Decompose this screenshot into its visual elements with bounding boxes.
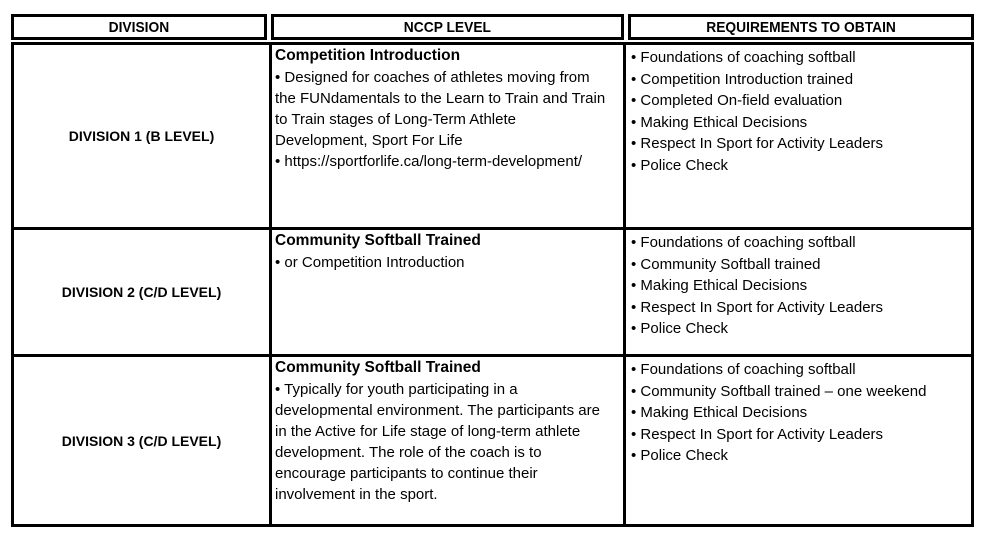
bullet-item: • Police Check bbox=[631, 320, 728, 337]
division-label-row1: DIVISION 1 (B LEVEL) bbox=[68, 128, 215, 144]
nccp-cell-row1 bbox=[272, 45, 623, 227]
bullet-item: • Designed for coaches of athletes moving from the FUNdamentals to the Learn to Train and Train to Train stages of Long-Term Athlete Development, Sport For Life bbox=[275, 69, 606, 149]
nccp-cell-row3 bbox=[272, 357, 623, 524]
nccp-title-row2: Community Softball Trained bbox=[275, 232, 481, 249]
division-cell-row3 bbox=[14, 357, 269, 524]
nccp-bullet-list-row3 bbox=[275, 379, 611, 505]
bullet-item: • Foundations of coaching softball bbox=[631, 234, 856, 251]
nccp-title-row3: Community Softball Trained bbox=[275, 359, 481, 376]
header-label-requirements: REQUIREMENTS TO OBTAIN bbox=[706, 18, 896, 36]
header-label-nccp-level: NCCP LEVEL bbox=[403, 18, 492, 36]
division-label-row3: DIVISION 3 (C/D LEVEL) bbox=[61, 432, 222, 449]
bullet-item: • Making Ethical Decisions bbox=[631, 113, 808, 131]
requirements-cell-row3 bbox=[626, 357, 971, 524]
division-label-row2: DIVISION 2 (C/D LEVEL) bbox=[61, 284, 222, 300]
bullet-item: • Completed On-field evaluation bbox=[631, 92, 843, 109]
bullet-item: • Foundations of coaching softball bbox=[631, 361, 856, 378]
bullet-item: • Competition Introduction trained bbox=[631, 70, 854, 88]
bullet-item: • Respect In Sport for Activity Leaders bbox=[631, 298, 884, 316]
nccp-bullet-list-row2 bbox=[275, 252, 611, 273]
bullet-item: • https://sportforlife.ca/long-term-development/ bbox=[275, 153, 583, 170]
division-cell-row2 bbox=[14, 230, 269, 354]
nccp-bullet-list-row1 bbox=[275, 67, 611, 172]
bullet-item: • Respect In Sport for Activity Leaders bbox=[631, 425, 884, 443]
requirements-cell-row2 bbox=[626, 230, 971, 354]
header-cell-nccp-level bbox=[271, 14, 624, 40]
table-body bbox=[11, 42, 974, 527]
table-header-row bbox=[11, 14, 974, 40]
bullet-item: • Police Check bbox=[631, 156, 728, 174]
nccp-cell-row2 bbox=[272, 230, 623, 354]
coaching-divisions-table bbox=[11, 14, 974, 527]
header-label-division: DIVISION bbox=[108, 18, 170, 36]
division-cell-row1 bbox=[14, 45, 269, 227]
bullet-item: • Making Ethical Decisions bbox=[631, 404, 808, 421]
bullet-item: • Respect In Sport for Activity Leaders bbox=[631, 135, 884, 152]
bullet-item: • Typically for youth participating in a developmental environment. The participants are in the Active for Life stage of long-term athlete development. The role of the coach is to encourage participants to continue their involvement in the sport. bbox=[275, 381, 600, 503]
bullet-item: • Foundations of coaching softball bbox=[631, 49, 856, 66]
header-cell-requirements bbox=[628, 14, 974, 40]
nccp-title-row1: Competition Introduction bbox=[275, 47, 461, 64]
bullet-item: • Community Softball trained bbox=[631, 255, 821, 273]
bullet-item: • Community Softball trained – one weekend bbox=[631, 382, 927, 400]
bullet-item: • Police Check bbox=[631, 447, 728, 464]
bullet-item: • Making Ethical Decisions bbox=[631, 277, 808, 294]
requirements-cell-row1 bbox=[626, 45, 971, 227]
bullet-item: • or Competition Introduction bbox=[275, 254, 465, 271]
header-cell-division bbox=[11, 14, 267, 40]
